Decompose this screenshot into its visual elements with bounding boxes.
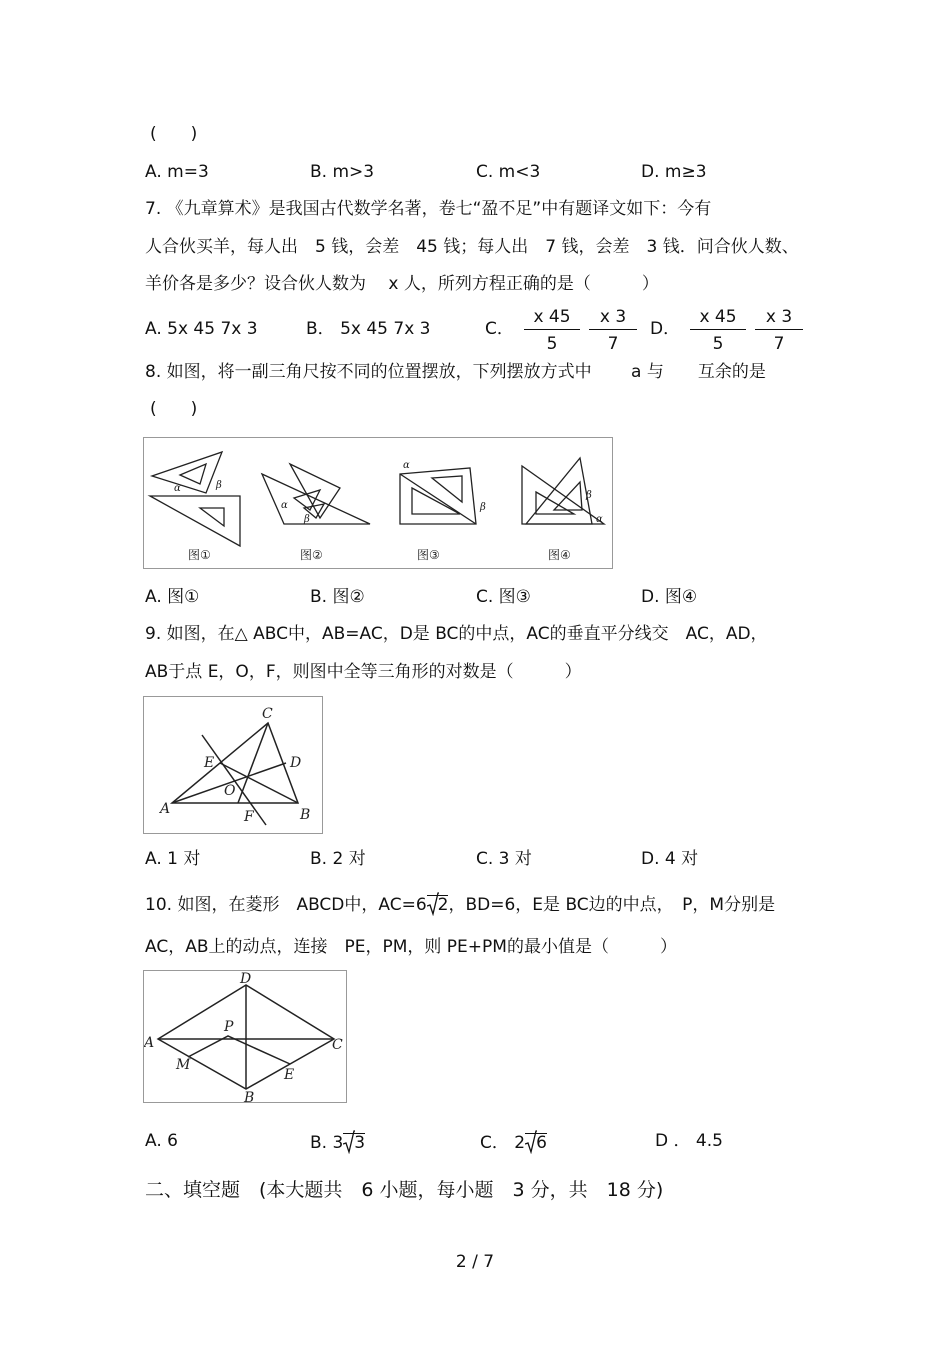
label-f: F — [244, 809, 254, 825]
triangle-abc-diagram — [144, 697, 322, 833]
sqrt-2 — [427, 895, 449, 914]
q7-fraction-d2 — [755, 309, 803, 353]
section-2-heading: 二、填空题 (本大题共 6 小题，每小题 3 分，共 18 分) — [145, 1179, 664, 1201]
q10-line1 — [145, 895, 775, 914]
label-e: E — [284, 1067, 295, 1083]
fraction-denominator: 7 — [607, 334, 619, 354]
q10-option-b — [310, 1133, 365, 1152]
q10-line1-start: 10. 如图，在菱形 ABCD中，AC=6 — [145, 895, 427, 915]
fig1-set-square-bottom-inner — [200, 508, 224, 526]
label-a: A — [144, 1035, 155, 1051]
label-e: E — [204, 755, 215, 771]
fig1-set-square-top-inner — [180, 464, 206, 484]
fig1-beta: β — [216, 480, 222, 491]
label-c: C — [332, 1037, 343, 1053]
fig2-beta: β — [304, 514, 310, 525]
q7-option-c-label: C． — [485, 319, 514, 339]
label-d: D — [240, 971, 252, 987]
radical-sign-icon — [525, 1130, 537, 1154]
radical-sign-icon — [343, 1130, 355, 1154]
sqrt-6 — [525, 1133, 547, 1152]
fig4-caption: 图④ — [548, 548, 571, 562]
q10-option-a: A. 6 — [145, 1131, 178, 1151]
q8-figure — [143, 437, 613, 569]
perpendicular-bisector — [202, 735, 266, 825]
q6-option-b: B. m>3 — [310, 162, 375, 182]
radicand: 3 — [343, 1133, 365, 1152]
option-b-coefficient: B. 3 — [310, 1133, 344, 1153]
q8-line1: 8. 如图，将一副三角尺按不同的位置摆放，下列摆放方式中 a 与 互余的是 — [145, 362, 766, 382]
label-c: C — [262, 706, 273, 722]
q6-paren: ( ) — [150, 124, 198, 144]
fig3-inner-triangle — [412, 488, 460, 514]
q9-line2: AB于点 E，O，F，则图中全等三角形的对数是（ ） — [145, 662, 582, 682]
q7-line3: 羊价各是多少？设合伙人数为 x 人，所列方程正确的是（ ） — [145, 274, 659, 294]
sqrt-3 — [343, 1133, 365, 1152]
fig1-caption: 图① — [188, 548, 211, 562]
fraction-numerator: x 45 — [690, 309, 746, 330]
fig2-caption: 图② — [300, 548, 323, 562]
q7-option-a: A. 5x 45 7x 3 — [145, 319, 258, 339]
q9-option-d: D. 4 对 — [641, 849, 699, 869]
q7-fraction-d1 — [690, 309, 746, 353]
q10-figure — [143, 970, 347, 1103]
fig4-alpha: α — [596, 514, 603, 525]
q8-option-a: A. 图① — [145, 587, 200, 607]
fraction-denominator: 5 — [546, 334, 558, 354]
fig1-set-square-bottom — [150, 496, 240, 546]
fig3-beta: β — [480, 502, 486, 513]
q7-fraction-c2 — [589, 309, 637, 353]
fig2-alpha: α — [281, 500, 288, 511]
q7-option-b: B． 5x 45 7x 3 — [306, 319, 431, 339]
q7-fraction-c1 — [524, 309, 580, 353]
q7-option-d-label: D． — [650, 319, 681, 339]
q10-option-d: D ． 4.5 — [655, 1131, 723, 1151]
fraction-numerator: x 3 — [755, 309, 803, 330]
radicand: 2 — [427, 895, 449, 914]
q8-option-c: C. 图③ — [476, 587, 531, 607]
q6-option-d: D. m≥3 — [641, 162, 707, 182]
q6-option-a: A. m=3 — [145, 162, 209, 182]
q7-line1: 7. 《九章算术》是我国古代数学名著，卷七“盈不足”中有题译文如下：今有 — [145, 199, 712, 219]
q8-line2: ( ) — [150, 399, 198, 419]
q9-option-c: C. 3 对 — [476, 849, 532, 869]
label-o: O — [224, 783, 236, 799]
rhombus-abcd-diagram — [144, 971, 346, 1102]
label-b: B — [300, 807, 311, 823]
q8-option-b: B. 图② — [310, 587, 365, 607]
label-a: A — [160, 801, 171, 817]
q9-option-b: B. 2 对 — [310, 849, 366, 869]
q9-option-a: A. 1 对 — [145, 849, 201, 869]
radical-sign-icon — [427, 892, 439, 916]
label-m: M — [176, 1057, 191, 1073]
q9-line1: 9. 如图，在△ ABC中，AB=AC，D是 BC的中点，AC的垂直平分线交 AC，AD， — [145, 624, 768, 644]
path-mpe — [188, 1036, 290, 1064]
option-c-coefficient: C． 2 — [480, 1133, 526, 1153]
fraction-numerator: x 45 — [524, 309, 580, 330]
q10-line2: AC，AB上的动点，连接 PE，PM，则 PE+PM的最小值是（ ） — [145, 937, 677, 957]
fig3-caption: 图③ — [417, 548, 440, 562]
fraction-numerator: x 3 — [589, 309, 637, 330]
q10-option-c — [480, 1133, 547, 1152]
triangle-rulers-diagram — [144, 438, 612, 568]
label-b: B — [244, 1090, 255, 1102]
fraction-denominator: 5 — [712, 334, 724, 354]
fraction-denominator: 7 — [773, 334, 785, 354]
q9-figure — [143, 696, 323, 834]
q10-line1-end: ，BD=6，E是 BC边的中点， P，M分别是 — [448, 895, 776, 915]
radicand: 6 — [525, 1133, 547, 1152]
q8-option-d: D. 图④ — [641, 587, 698, 607]
fig1-alpha: α — [174, 483, 181, 494]
fig3-alpha: α — [403, 460, 410, 471]
label-d: D — [290, 755, 302, 771]
q7-line2: 人合伙买羊，每人出 5 钱，会差 45 钱；每人出 7 钱，会差 3 钱．问合伙人数、 — [145, 237, 799, 257]
label-p: P — [224, 1019, 234, 1035]
page-number: 2 / 7 — [455, 1252, 495, 1272]
fig4-beta: β — [586, 490, 592, 501]
q6-option-c: C. m<3 — [476, 162, 541, 182]
